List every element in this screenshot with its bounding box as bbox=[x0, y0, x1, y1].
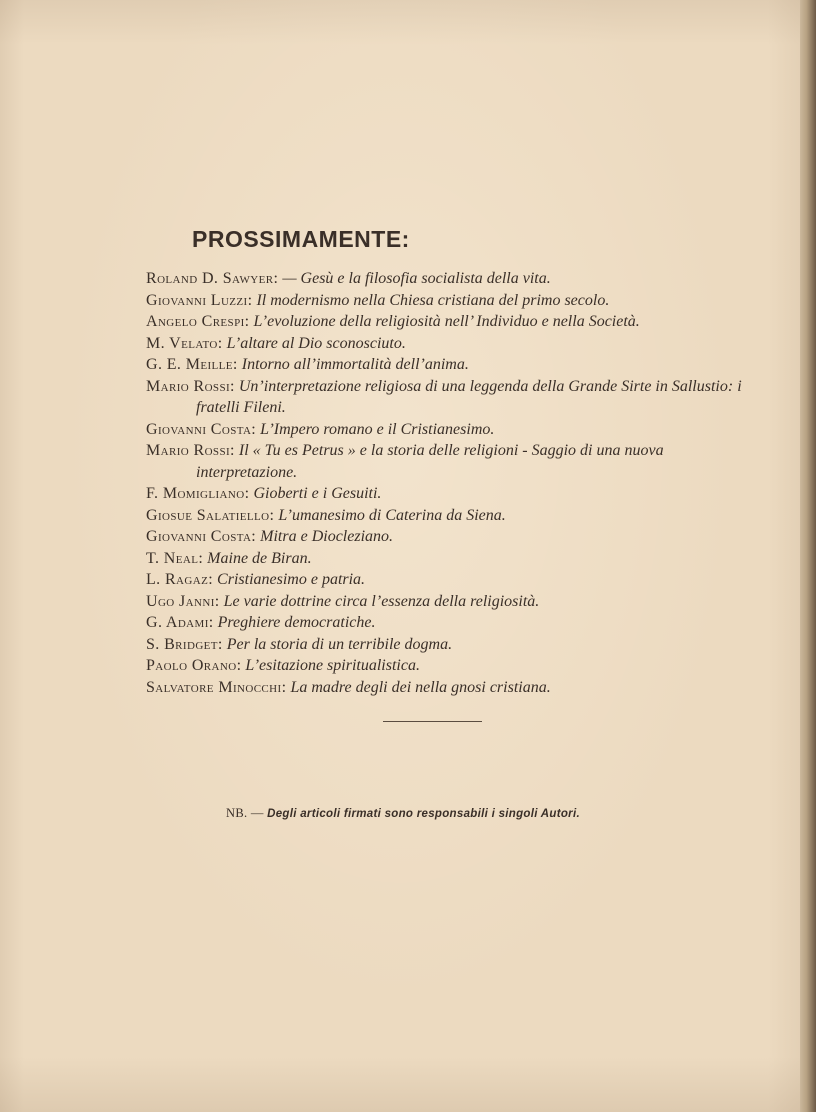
list-item bbox=[146, 354, 746, 376]
list-item bbox=[146, 419, 746, 441]
list-item bbox=[146, 440, 746, 483]
entry-title: L’evoluzione della religiosità nell’ Individuo e nella Società. bbox=[253, 313, 640, 330]
entry-title: Preghiere democratiche. bbox=[217, 614, 376, 631]
entry-author: F. Momigliano: bbox=[146, 485, 250, 502]
entry-author: G. Adami: bbox=[146, 614, 214, 631]
list-item bbox=[146, 290, 746, 312]
entry-title: Gioberti e i Gesuiti. bbox=[253, 485, 382, 502]
entry-author: M. Velato: bbox=[146, 334, 223, 352]
entry-author: T. Neal: bbox=[146, 549, 204, 567]
list-item bbox=[146, 569, 746, 591]
list-item bbox=[146, 655, 746, 677]
list-item bbox=[146, 333, 746, 355]
list-item bbox=[146, 311, 746, 333]
list-item bbox=[146, 548, 746, 570]
entry-author: Angelo Crespi: bbox=[146, 313, 250, 330]
entry-author: L. Ragaz: bbox=[146, 571, 214, 588]
footnote bbox=[226, 806, 580, 821]
entry-title: L’altare al Dio sconosciuto. bbox=[226, 334, 406, 352]
entry-author: Ugo Janni: bbox=[146, 592, 220, 610]
list-item bbox=[146, 677, 746, 699]
entry-title: L’esitazione spiritualistica. bbox=[245, 657, 420, 674]
entry-author: Roland D. Sawyer: bbox=[146, 270, 279, 287]
list-item bbox=[146, 505, 746, 527]
list-item bbox=[146, 591, 746, 613]
section-divider bbox=[383, 721, 482, 722]
list-item bbox=[146, 526, 746, 548]
entry-title: Le varie dottrine circa l’essenza della religiosità. bbox=[223, 592, 540, 610]
entry-title: L’umanesimo di Caterina da Siena. bbox=[278, 506, 506, 524]
list-item bbox=[146, 634, 746, 656]
entry-author: Giosue Salatiello: bbox=[146, 506, 275, 524]
page-heading: PROSSIMAMENTE: bbox=[192, 226, 410, 252]
list-item bbox=[146, 483, 746, 505]
entry-author: S. Bridget: bbox=[146, 635, 223, 653]
list-item bbox=[146, 268, 746, 290]
entry-author: Giovanni Costa: bbox=[146, 528, 257, 545]
entry-title: — Gesù e la filosofia socialista della vita. bbox=[282, 270, 551, 287]
entry-author: Mario Rossi: bbox=[146, 377, 235, 395]
entry-title: L’Impero romano e il Cristianesimo. bbox=[260, 420, 495, 438]
footnote-prefix: NB. — bbox=[226, 806, 264, 820]
entry-title: Intorno all’immortalità dell’anima. bbox=[241, 356, 469, 373]
forthcoming-articles-list bbox=[146, 268, 746, 698]
entry-title: Per la storia di un terribile dogma. bbox=[226, 635, 453, 653]
entry-author: Paolo Orano: bbox=[146, 657, 242, 674]
entry-title: Il modernismo nella Chiesa cristiana del primo secolo. bbox=[256, 291, 610, 309]
entry-author: Mario Rossi: bbox=[146, 442, 235, 459]
entry-title: Cristianesimo e patria. bbox=[217, 571, 366, 588]
entry-author: Salvatore Minocchi: bbox=[146, 678, 287, 696]
entry-author: G. E. Meille: bbox=[146, 356, 238, 373]
entry-title: Un’interpretazione religiosa di una leggenda della Grande Sirte in Sallustio: i fratelli Fileni. bbox=[196, 377, 742, 416]
entry-title: Mitra e Diocleziano. bbox=[260, 528, 394, 545]
entry-title: La madre degli dei nella gnosi cristiana. bbox=[290, 678, 551, 696]
footnote-text: Degli articoli firmati sono responsabili i singoli Autori. bbox=[267, 808, 580, 820]
list-item bbox=[146, 612, 746, 634]
page-edge bbox=[800, 0, 816, 1112]
entry-author: Giovanni Costa: bbox=[146, 420, 257, 438]
entry-title: Il « Tu es Petrus » e la storia delle religioni - Saggio di una nuova interpretazione. bbox=[196, 442, 664, 481]
entry-title: Maine de Biran. bbox=[207, 549, 312, 567]
list-item bbox=[146, 376, 746, 419]
entry-author: Giovanni Luzzi: bbox=[146, 291, 253, 309]
